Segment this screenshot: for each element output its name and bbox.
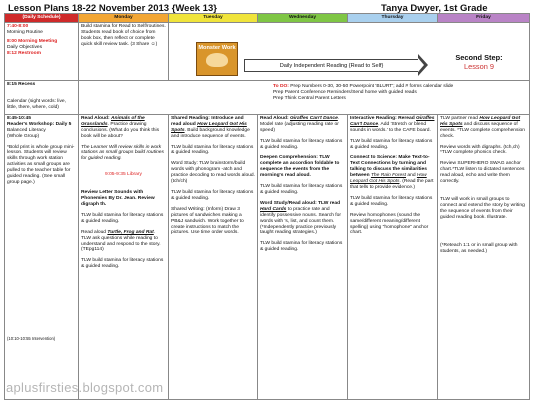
second-step-title: Second Step: <box>455 53 503 62</box>
calendar-sight-words: Calendar (sight words: live, little, there, where, cold) <box>7 98 66 110</box>
monday-learner-note: The Learner Will review skills in work stations as small groups build routines for guided reading. <box>81 144 164 162</box>
schedule-morning-cell <box>5 22 79 80</box>
thursday-header: Thursday <box>348 14 438 23</box>
schedule-recess-cell <box>5 80 79 114</box>
teacher-name: Tanya Dwyer, 1st Grade <box>381 3 488 14</box>
second-step-lesson: Lesson 9 <box>464 62 494 71</box>
recess-time: 8:15 Recess <box>7 81 36 87</box>
text: and discuss sequence of events. *TLW complete comprehension check. <box>440 121 525 139</box>
monday-morning-cell <box>79 22 169 80</box>
blog-watermark: aplusfirsties.blogspot.com <box>6 380 164 395</box>
thursday-interactive <box>350 116 435 134</box>
text: . Model rate (adjusting reading rate or speed) <box>260 115 340 133</box>
wednesday-read-aloud <box>260 116 345 134</box>
book-title: Turtle, Frog and Rat <box>107 229 154 235</box>
intervention-time: (10:10-10:55 Intervention) <box>7 335 56 341</box>
readers-workshop-row <box>5 114 530 399</box>
monster-face-icon <box>206 53 228 67</box>
friday-phonics: Review words with digraphs. (tch,ch) *TLW complete phonics check. <box>440 144 520 156</box>
book-title: Giraffes Can't Dance <box>289 115 338 121</box>
schedule-header: (Daily Schedule) <box>5 14 79 23</box>
text: . Practice drawing conclusions. (What do you think this book will be about? <box>81 121 160 139</box>
workshop-time: 8:45-10:45 <box>7 115 31 121</box>
book-title: How Leopard Got His Spots <box>350 173 427 185</box>
text: . TLW ask questions while reading to understand and respond to the story. (TEpg114) <box>81 229 161 253</box>
friday-workshop-cell <box>438 114 530 399</box>
friday-small-groups: TLW will work in small groups to connect and extend the story by writing the sequence of events from their guided reading book. Illustrate. <box>440 196 525 220</box>
thursday-workshop-cell <box>348 114 438 399</box>
monday-library: 9:05-9:35 Library <box>105 172 142 178</box>
todo-label: To DO: <box>273 84 289 89</box>
monday-stamina: TLW build stamina for literacy stations & guided reading. <box>81 212 164 224</box>
text: Word Study/Read aloud: TLW read <box>260 200 341 206</box>
morning-meeting: 8:00 Morning Meeting <box>7 38 58 44</box>
todo-line3: Prep Think Central Parent Letters <box>273 96 346 101</box>
arrival-time: 7:40-8:00 <box>7 23 29 29</box>
friday-header: Friday <box>438 14 530 23</box>
label: Read Aloud: <box>81 115 110 121</box>
monster-work-image <box>196 42 238 76</box>
wednesday-word-study <box>260 201 345 236</box>
tuesday-shared-writing: Shared Writing: (Inform) Draw 3 pictures of sandwiches making a PB&J sandwich. Work together to create instructions to match the pictures. Use time order words. <box>171 206 244 236</box>
workshop-title: Reader's Workshop: Daily 5 <box>7 121 72 127</box>
tuesday-shared-reading <box>171 116 255 140</box>
book-title: Hard Cards <box>260 206 287 212</box>
monday-header: Monday <box>79 14 169 23</box>
day-header-row <box>5 14 530 23</box>
morning-routine: Morning Routine <box>7 29 43 35</box>
second-step-block <box>431 53 527 71</box>
text: Interactive Reading: Reread <box>350 115 415 121</box>
schedule-workshop-cell <box>5 114 79 399</box>
monster-work-label: Monster Work <box>198 45 236 51</box>
page-title: Lesson Plans 18-22 November 2013 {Week 13} <box>8 3 217 14</box>
text: . Build background knowledge and introduce sequence of events. <box>171 127 250 139</box>
tuesday-header: Tuesday <box>169 14 258 23</box>
monday-read-aloud <box>81 116 166 140</box>
text: to practice rate and identify possessive nouns. Search for words with 's, list, and count them. (*Independently practice previously taught reading strategies.) <box>260 206 342 236</box>
wednesday-stamina3: TLW build stamina for literacy stations & guided reading. <box>260 241 343 253</box>
monday-workshop-cell <box>79 114 169 399</box>
monday-letter-sounds: Review Letter Sounds with Phonemies By Dr. Jean. Review digraph th. <box>81 190 155 207</box>
friday-partner-read <box>440 116 527 140</box>
workshop-sub2: (Whole Group) <box>7 133 40 139</box>
monday-stamina2: TLW build stamina for literacy stations & guided reading. <box>81 258 164 270</box>
daily-reading-banner: Daily Independent Reading {Read to Self} <box>244 59 419 72</box>
wednesday-stamina: TLW build stamina for literacy stations & guided reading. <box>260 138 343 150</box>
text: . (Read the part that tells to provide evidence.) <box>350 179 434 190</box>
text: Shared Reading: Introduce and read aloud <box>171 115 244 127</box>
restroom-time: 8:12 Restroom <box>7 50 41 56</box>
text: Read aloud <box>81 229 107 235</box>
text: and <box>406 173 417 179</box>
book-title: How Leopard Got His Spots <box>171 121 247 133</box>
todo-line1: Prep Numbers 0-30, 30-50 Powerpoint 'BLURT'; add # forms calendar slide <box>290 84 454 89</box>
wednesday-header: Wednesday <box>258 14 348 23</box>
thursday-stamina: TLW build stamina for literacy stations & guided reading. <box>350 138 433 150</box>
book-title: The Rain Forest <box>370 173 407 179</box>
workshop-sub1: Balanced Literacy <box>7 127 46 133</box>
book-title: Giraffes Can't Dance <box>350 115 435 127</box>
text: TLW partner read <box>440 115 478 121</box>
tuesday-stamina: TLW build stamina for literacy stations & guided reading. <box>171 144 254 156</box>
daily-objectives: Daily Objectives <box>7 44 43 50</box>
wednesday-stamina2: TLW build stamina for literacy stations & guided reading. <box>260 184 343 195</box>
workshop-note: *Bold print is whole group mini-lesson. Students will review skills through work station activities as small groups are pulled to the teacher table for guided reading. (See small group page.) <box>7 144 75 185</box>
friday-swag: Review SUPERHERO SWAG anchor chart.*TLW listen to dictated sentences read aloud, echo and write them correctly. <box>440 161 525 185</box>
tuesday-word-study: Word Study: TLW brainstorm/build words with phonogram -atch and practice decoding to read words aloud. (tch/ch) <box>171 161 256 185</box>
friday-reteach: (*Reteach 1:1 or in small group with students, as needed.) <box>440 242 518 254</box>
tuesday-stamina2: TLW build stamina for literacy stations & guided reading. <box>171 189 254 201</box>
monday-read-to-self: Build stamina for Read to Self/routines. Students read book of choice from book box, then reflect or complete quick skill review task. (3 Share ☺) <box>81 23 166 47</box>
text: . Add 'Stretch or blend sounds in words.' to the CAFE board. <box>350 121 431 133</box>
arrow-inner <box>418 58 424 72</box>
todo-box <box>270 83 528 108</box>
wednesday-workshop-cell <box>258 114 348 399</box>
thursday-homophones: Review homophones (sound the same/different meaning/different spelling) using "homophone" anchor chart. <box>350 212 429 236</box>
label: Read Aloud: <box>260 115 289 121</box>
book-title: Animals of the Grasslands <box>81 115 145 127</box>
todo-line2: Prep Parent Conference Reminders/Send home with guided reads <box>273 90 417 95</box>
wednesday-deepen: Deepen Comprehension: TLW complete an accordion foldable to sequence the events from the morning's read aloud. <box>260 155 340 179</box>
tuesday-workshop-cell <box>169 114 258 399</box>
book-title: How Leopard Got His Spots <box>440 115 521 127</box>
monday-read-aloud2 <box>81 230 166 254</box>
thursday-connect <box>350 155 435 190</box>
text: Connect to Science: Make Text-to-Text Connections by turning and talking to discuss the similarities between <box>350 155 430 179</box>
thursday-stamina2: TLW build stamina for literacy stations & guided reading. <box>350 195 433 207</box>
